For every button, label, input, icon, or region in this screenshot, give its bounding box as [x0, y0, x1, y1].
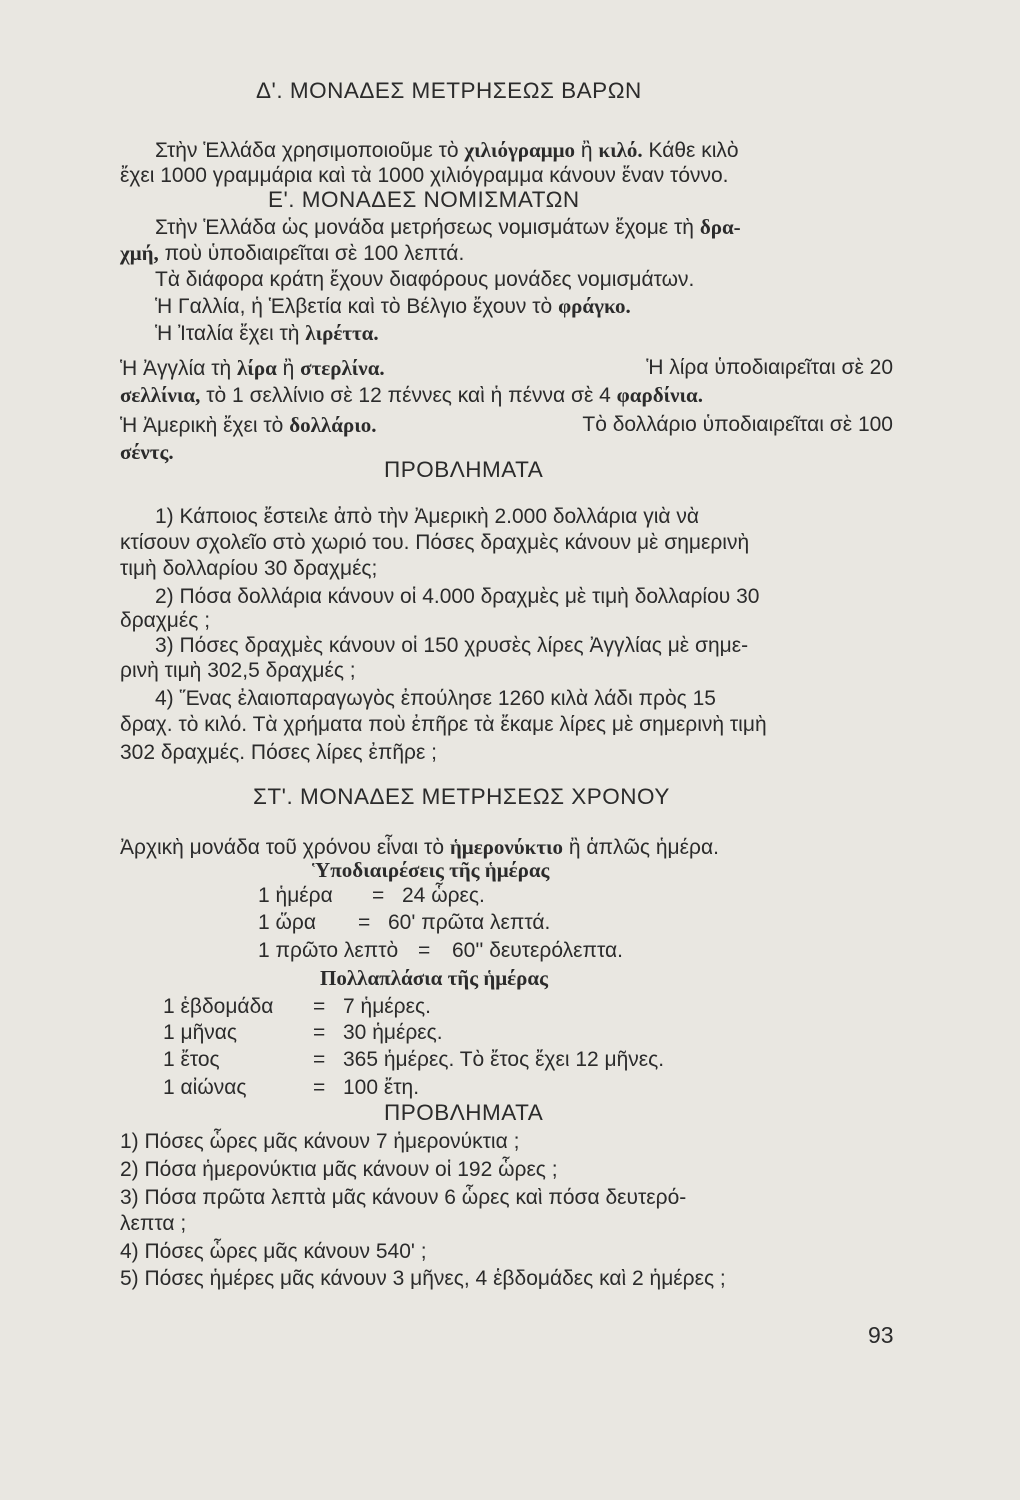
multiples-heading: Πολλαπλάσια τῆς ἡμέρας: [320, 966, 548, 990]
problem-line: δραχμές ;: [120, 609, 211, 632]
bold-term: σελλίνια,: [120, 383, 201, 407]
multiple-left: 1 αἰώνας: [163, 1076, 247, 1099]
multiple-right: 30 ἡμέρες.: [343, 1021, 443, 1044]
problem-line: 1) Κάποιος ἔστειλε ἀπὸ τὴν Ἀμερικὴ 2.000 δολλάρια γιὰ νὰ: [155, 505, 700, 528]
paragraph-line: [120, 382, 703, 409]
subdivisions-heading: Ὑποδιαιρέσεις τῆς ἡμέρας: [312, 858, 550, 882]
multiple-eq: =: [313, 1021, 326, 1044]
subdivision-left: 1 ὥρα: [258, 911, 316, 934]
bold-term: ἡμερονύκτιο: [449, 835, 564, 859]
problem-line: λεπτα ;: [120, 1212, 187, 1235]
problem-line: κτίσουν σχολεῖο στὸ χωριό του. Πόσες δραχμὲς κάνουν μὲ σημερινὴ: [120, 531, 750, 554]
subdivision-left: 1 πρῶτο λεπτὸ: [258, 939, 399, 962]
bold-term: κιλό.: [598, 138, 643, 162]
problem-line: δραχ. τὸ κιλό. Τὰ χρήματα ποὺ ἐπῆρε τὰ ἔκαμε λίρες μὲ σημερινὴ τιμὴ: [120, 713, 767, 736]
text-span: Ἀρχικὴ μονάδα τοῦ χρόνου εἶναι τὸ: [120, 836, 450, 859]
text-span: Στὴν Ἑλλάδα χρησιμοποιοῦμε τὸ: [155, 139, 465, 162]
paragraph-line: σέντς.: [120, 440, 174, 464]
multiple-left: 1 ἔτος: [163, 1048, 220, 1071]
bold-term: δρα-: [699, 215, 741, 239]
multiple-right: 365 ἡμέρες. Τὸ ἔτος ἔχει 12 μῆνες.: [343, 1048, 665, 1071]
problem-line: 1) Πόσες ὧρες μᾶς κάνουν 7 ἡμερονύκτια ;: [120, 1130, 520, 1153]
text-span: Κάθε κιλὸ: [642, 139, 739, 162]
paragraph-line: [155, 293, 631, 320]
problem-line: 3) Πόσα πρῶτα λεπτὰ μᾶς κάνουν 6 ὧρες καὶ πόσα δευτερό-: [120, 1186, 687, 1209]
problem-line: ρινὴ τιμὴ 302,5 δραχμές ;: [120, 659, 356, 682]
text-group: [120, 355, 385, 382]
section-heading-currency: Ε'. ΜΟΝΑΔΕΣ ΝΟΜΙΣΜΑΤΩΝ: [268, 187, 580, 212]
subdivision-right: 24 ὧρες.: [402, 884, 485, 907]
text-span: Ἡ Ἰταλία ἔχει τὴ: [155, 322, 306, 345]
text-span: ποὺ ὑποδιαιρεῖται σὲ 100 λεπτά.: [158, 242, 465, 265]
text-group: [120, 412, 376, 439]
text-span: Ἡ Ἀμερικὴ ἔχει τὸ: [120, 414, 290, 437]
paragraph-line: [120, 412, 893, 439]
problem-line: τιμὴ δολλαρίου 30 δραχμές;: [120, 557, 378, 580]
multiple-eq: =: [313, 1048, 326, 1071]
text-span: Ἡ Ἀγγλία τὴ: [120, 357, 238, 380]
subdivision-right: 60'' δευτερόλεπτα.: [452, 939, 623, 962]
problem-line: 5) Πόσες ἡμέρες μᾶς κάνουν 3 μῆνες, 4 ἑβδομάδες καὶ 2 ἡμέρες ;: [120, 1267, 726, 1290]
paragraph-line: [155, 214, 741, 241]
text-span: ἢ: [575, 139, 599, 162]
multiple-eq: =: [313, 1076, 326, 1099]
paragraph-line: [155, 137, 739, 164]
paragraph-line: [120, 240, 464, 267]
multiple-left: 1 μῆνας: [163, 1021, 238, 1044]
paragraph-line: ἔχει 1000 γραμμάρια καὶ τὰ 1000 χιλιόγραμμα κάνουν ἕναν τόννο.: [120, 164, 729, 187]
bold-term: χιλιόγραμμο: [464, 138, 576, 162]
text-span: καὶ ἡ πέννα σὲ 4: [451, 384, 617, 407]
text-span: ἢ ἁπλῶς ἡμέρα.: [563, 836, 719, 859]
paragraph-line: Τὰ διάφορα κράτη ἔχουν διαφόρους μονάδες νομισμάτων.: [155, 268, 695, 291]
subdivision-eq: =: [372, 884, 385, 907]
bold-term: χμή,: [120, 241, 159, 265]
problem-line: 302 δραχμές. Πόσες λίρες ἐπῆρε ;: [120, 741, 437, 764]
bold-term: λιρέττα.: [305, 321, 379, 345]
page-number: 93: [868, 1322, 894, 1348]
problem-line: 4) Πόσες ὧρες μᾶς κάνουν 540' ;: [120, 1240, 427, 1263]
text-span: Ἡ Γαλλία, ἡ Ἑλβετία καὶ τὸ Βέλγιο ἔχουν τὸ: [155, 295, 559, 318]
bold-term: στερλίνα.: [300, 356, 385, 380]
section-heading-time: ΣΤ'. ΜΟΝΑΔΕΣ ΜΕΤΡΗΣΕΩΣ ΧΡΟΝΟΥ: [253, 784, 670, 809]
subdivision-eq: =: [418, 939, 431, 962]
bold-term: φράγκο.: [558, 294, 631, 318]
bold-term: λίρα: [237, 356, 277, 380]
problems-heading: ΠΡΟΒΛΗΜΑΤΑ: [384, 1100, 544, 1125]
problems-heading: ΠΡΟΒΛΗΜΑΤΑ: [384, 457, 544, 482]
text-span: πέννες: [387, 384, 452, 407]
multiple-right: 7 ἡμέρες.: [343, 995, 431, 1018]
section-heading-weights: Δ'. ΜΟΝΑΔΕΣ ΜΕΤΡΗΣΕΩΣ ΒΑΡΩΝ: [256, 78, 642, 103]
subdivision-left: 1 ἡμέρα: [258, 884, 333, 907]
multiple-eq: =: [313, 995, 326, 1018]
bold-term: φαρδίνια.: [616, 383, 704, 407]
multiple-right: 100 ἔτη.: [343, 1076, 420, 1099]
subdivision-eq: =: [358, 911, 371, 934]
text-span: Ἡ λίρα ὑποδιαιρεῖται σὲ 20: [646, 356, 893, 379]
bold-term: δολλάριο.: [289, 413, 377, 437]
problem-line: 4) Ἕνας ἐλαιοπαραγωγὸς ἐπούλησε 1260 κιλὰ λάδι πρὸς 15: [155, 687, 716, 710]
problem-line: 2) Πόσα ἡμερονύκτια μᾶς κάνουν οἱ 192 ὧρες ;: [120, 1158, 558, 1181]
problem-line: 2) Πόσα δολλάρια κάνουν οἱ 4.000 δραχμὲς μὲ τιμὴ δολλαρίου 30: [155, 585, 760, 608]
text-span: Στὴν Ἑλλάδα ὡς μονάδα μετρήσεως νομισμάτων ἔχομε τὴ: [155, 216, 700, 239]
subdivision-right: 60' πρῶτα λεπτά.: [388, 911, 551, 934]
text-span: Τὸ δολλάριο ὑποδιαιρεῖται σὲ 100: [582, 413, 893, 436]
paragraph-line: [155, 320, 379, 347]
problem-line: 3) Πόσες δραχμὲς κάνουν οἱ 150 χρυσὲς λίρες Ἀγγλίας μὲ σημε-: [155, 634, 749, 657]
text-span: ἢ: [276, 357, 301, 380]
multiple-left: 1 ἑβδομάδα: [163, 995, 274, 1018]
paragraph-line: [120, 355, 893, 382]
text-span: τὸ 1 σελλίνιο σὲ 12: [200, 384, 388, 407]
